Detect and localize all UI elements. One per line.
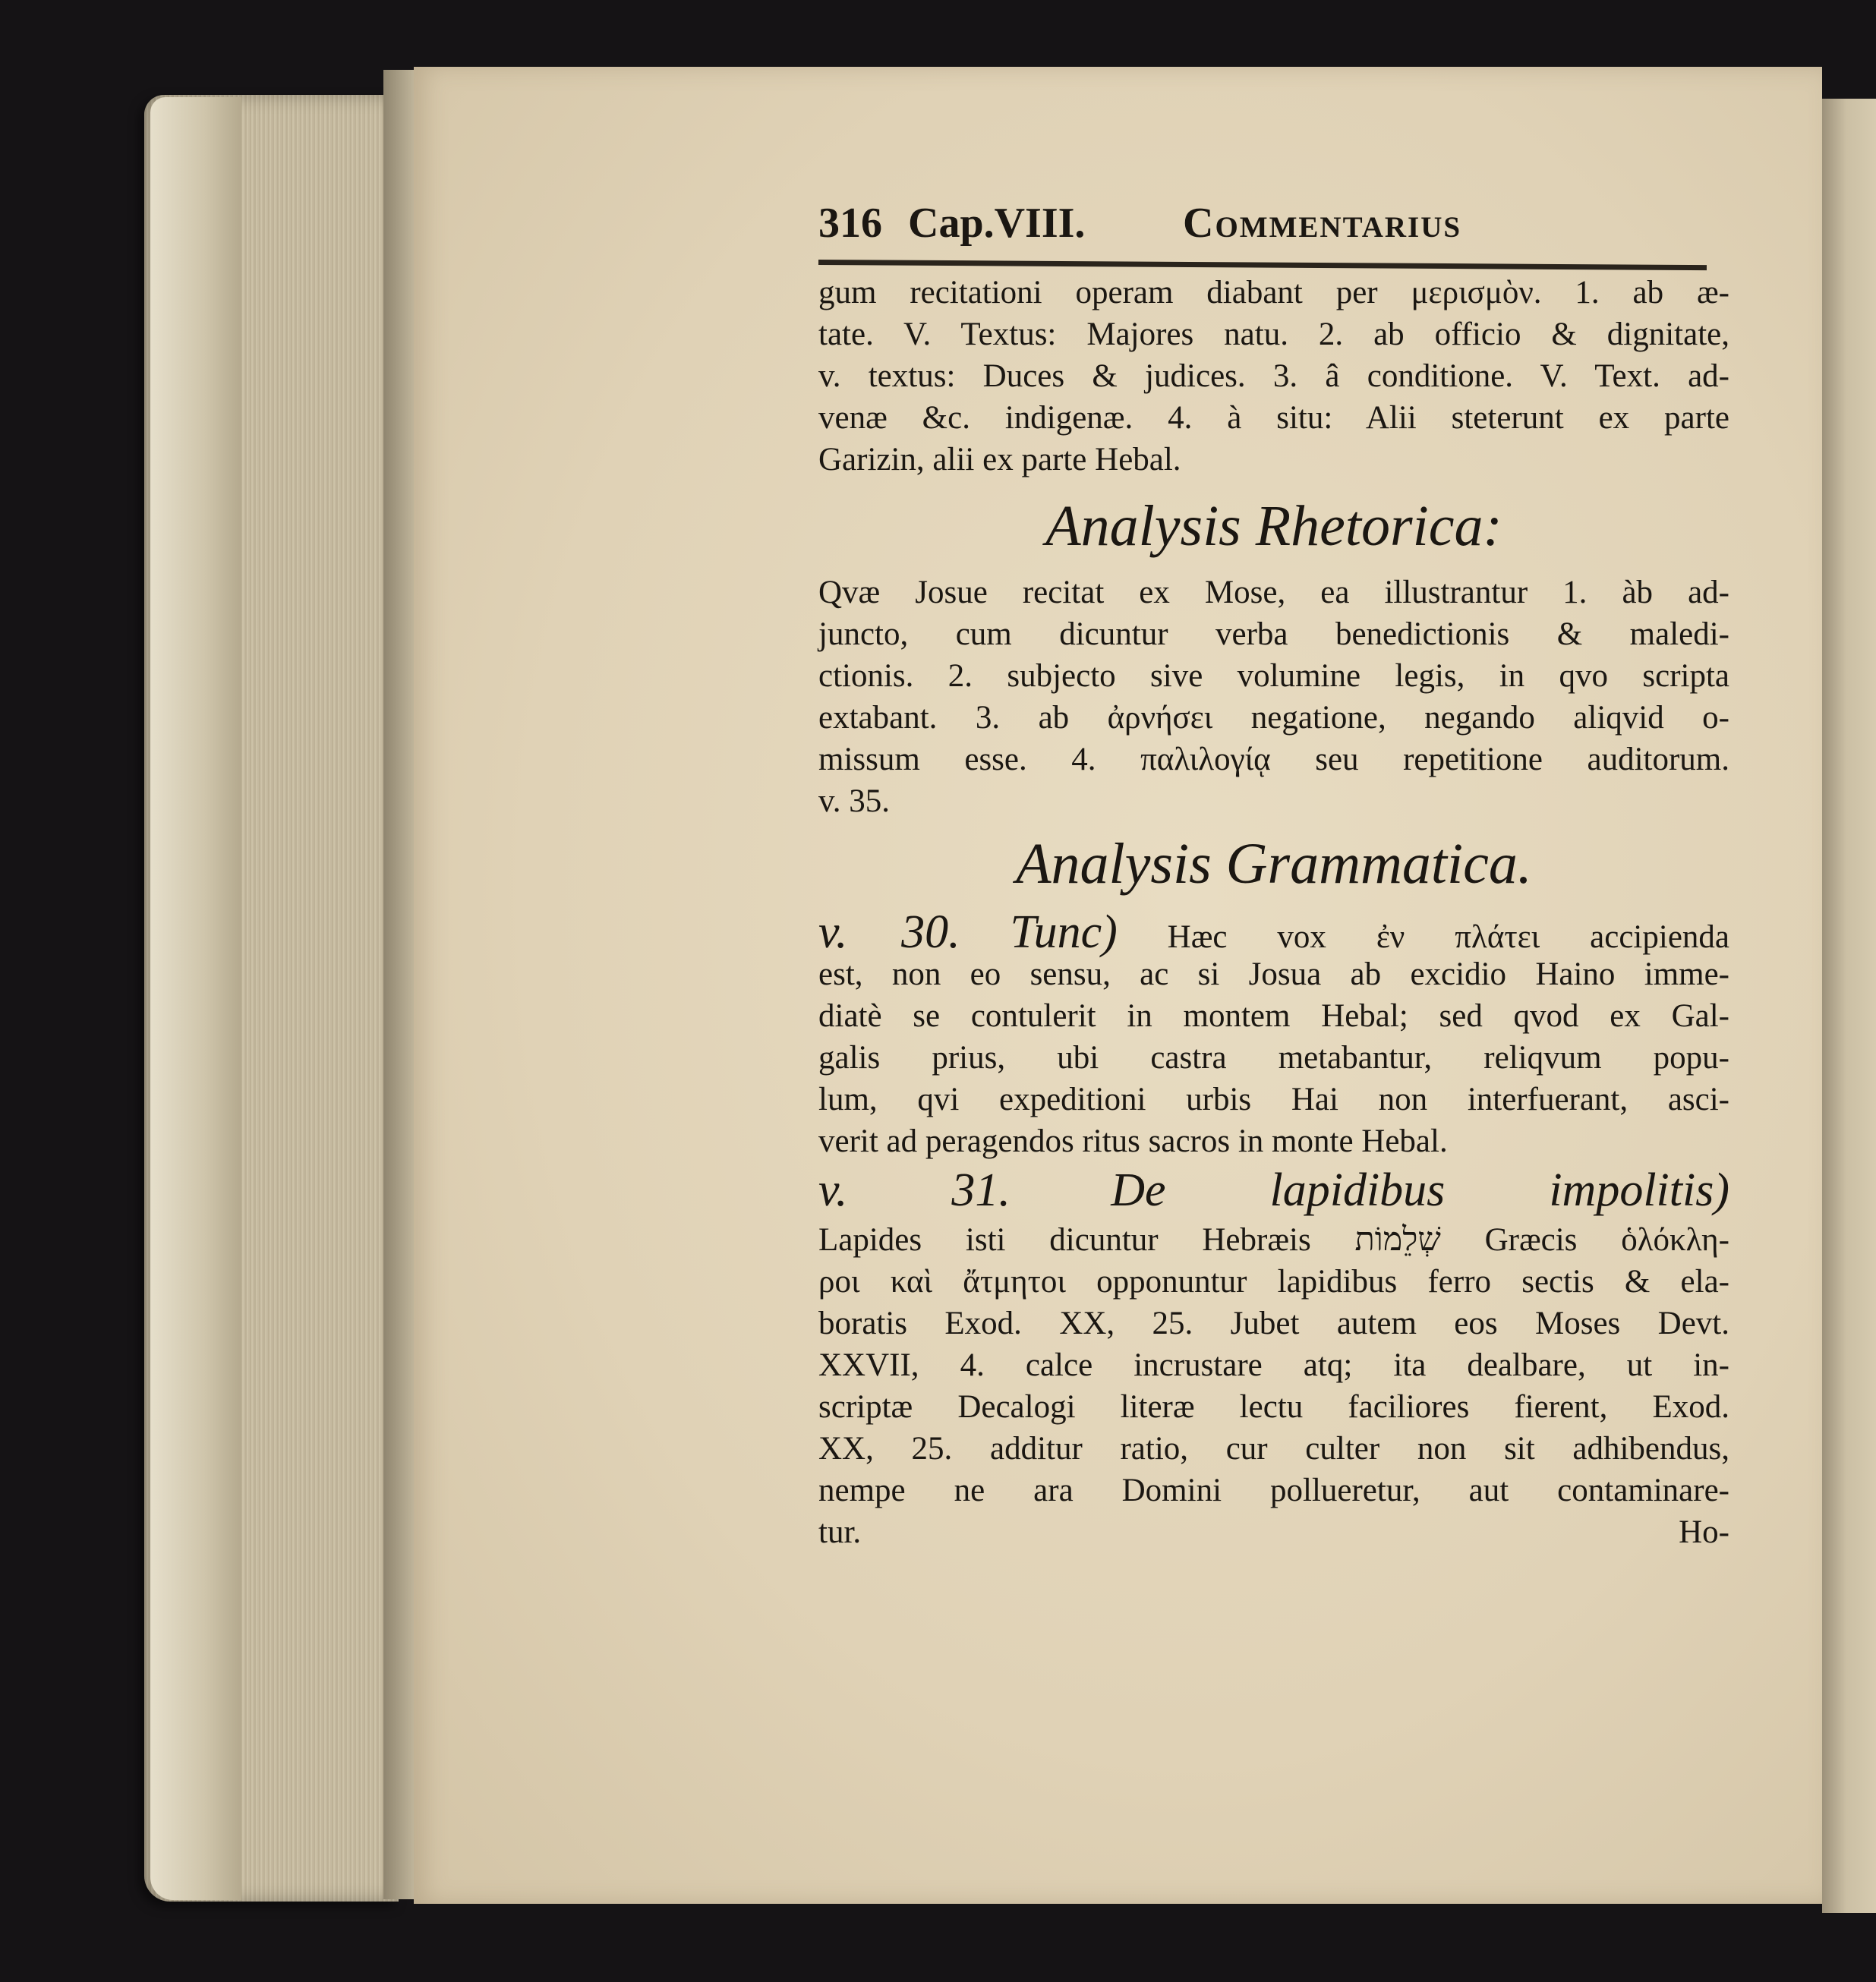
page-number: 316 — [818, 200, 882, 247]
text-line: diatè se contulerit in montem Hebal; sed qvod ex Gal- — [818, 998, 1729, 1034]
text-line: lum, qvi expeditioni urbis Hai non interfuerant, asci- — [818, 1082, 1729, 1117]
section-heading-rhetorica: Analysis Rhetorica: — [1045, 494, 1502, 558]
catchword: Ho- — [1679, 1514, 1729, 1550]
running-title: Commentarius — [1183, 200, 1462, 247]
text-line: venæ &c. indigenæ. 4. à situ: Alii steterunt ex parte — [818, 400, 1729, 436]
text-line: tur. — [818, 1514, 862, 1550]
text-line: Garizin, alii ex parte Hebal. — [818, 442, 1181, 477]
text-line: est, non eo sensu, ac si Josua ab excidio Haino imme- — [818, 956, 1729, 992]
running-head — [818, 196, 1729, 249]
text-line: boratis Exod. XX, 25. Jubet autem eos Moses Devt. — [818, 1306, 1729, 1341]
text-line: juncto, cum dicuntur verba benedictionis & maledi- — [818, 616, 1729, 652]
verse-31-line — [818, 1162, 1729, 1219]
body-text — [818, 272, 1729, 1553]
text-line: XXVII, 4. calce incrustare atq; ita dealbare, ut in- — [818, 1347, 1729, 1383]
text-line: v. textus: Duces & judices. 3. â conditione. V. Text. ad- — [818, 358, 1729, 394]
text-line: verit ad peragendos ritus sacros in monte Hebal. — [818, 1123, 1448, 1159]
book-cover-board — [150, 97, 241, 1900]
verse-30-label: v. 30. — [818, 906, 960, 958]
verse-30-lemma: Tunc) — [1010, 906, 1118, 958]
text-line: missum esse. 4. παλιλογίᾳ seu repetitione auditorum. — [818, 742, 1729, 777]
text-line: ctionis. 2. subjecto sive volumine legis, in qvo scripta — [818, 658, 1729, 694]
text-line: galis prius, ubi castra metabantur, reliqvum popu- — [818, 1040, 1729, 1076]
text-line: tate. V. Textus: Majores natu. 2. ab officio & dignitate, — [818, 317, 1729, 352]
text-line: Qvæ Josue recitat ex Mose, ea illustrantur 1. àb ad- — [818, 575, 1729, 610]
section-heading-grammatica: Analysis Grammatica. — [1016, 832, 1532, 896]
text-line: XX, 25. additur ratio, cur culter non sit adhibendus, — [818, 1431, 1729, 1467]
verse-31-label: v. 31. — [818, 1164, 1011, 1216]
verse-31-lemma: De lapidibus impolitis) — [1111, 1164, 1730, 1216]
text-line: v. 35. — [818, 783, 890, 819]
text-line: scriptæ Decalogi literæ lectu faciliores fierent, Exod. — [818, 1389, 1729, 1425]
recto-page-edge — [1822, 99, 1876, 1913]
text-line: Lapides isti dicuntur Hebræis שְׁלֵמוֹת Græcis ὁλόκλη- — [818, 1222, 1729, 1258]
verse-30-line — [818, 906, 1729, 958]
text-line: ροι καὶ ἄτμητοι opponuntur lapidibus ferro sectis & ela- — [818, 1264, 1729, 1300]
chapter-label: Cap.VIII. — [908, 200, 1086, 247]
text-line: extabant. 3. ab ἀρνήσει negatione, negando aliqvid o- — [818, 700, 1729, 736]
text-line: gum recitationi operam diabant per μερισμὸν. 1. ab æ- — [818, 275, 1729, 310]
verse-30-first-text: Hæc vox ἐν πλάτει accipienda — [1167, 919, 1729, 955]
text-line: nempe ne ara Domini pollueretur, aut contaminare- — [818, 1473, 1729, 1508]
last-line-with-catchword — [818, 1511, 1729, 1553]
